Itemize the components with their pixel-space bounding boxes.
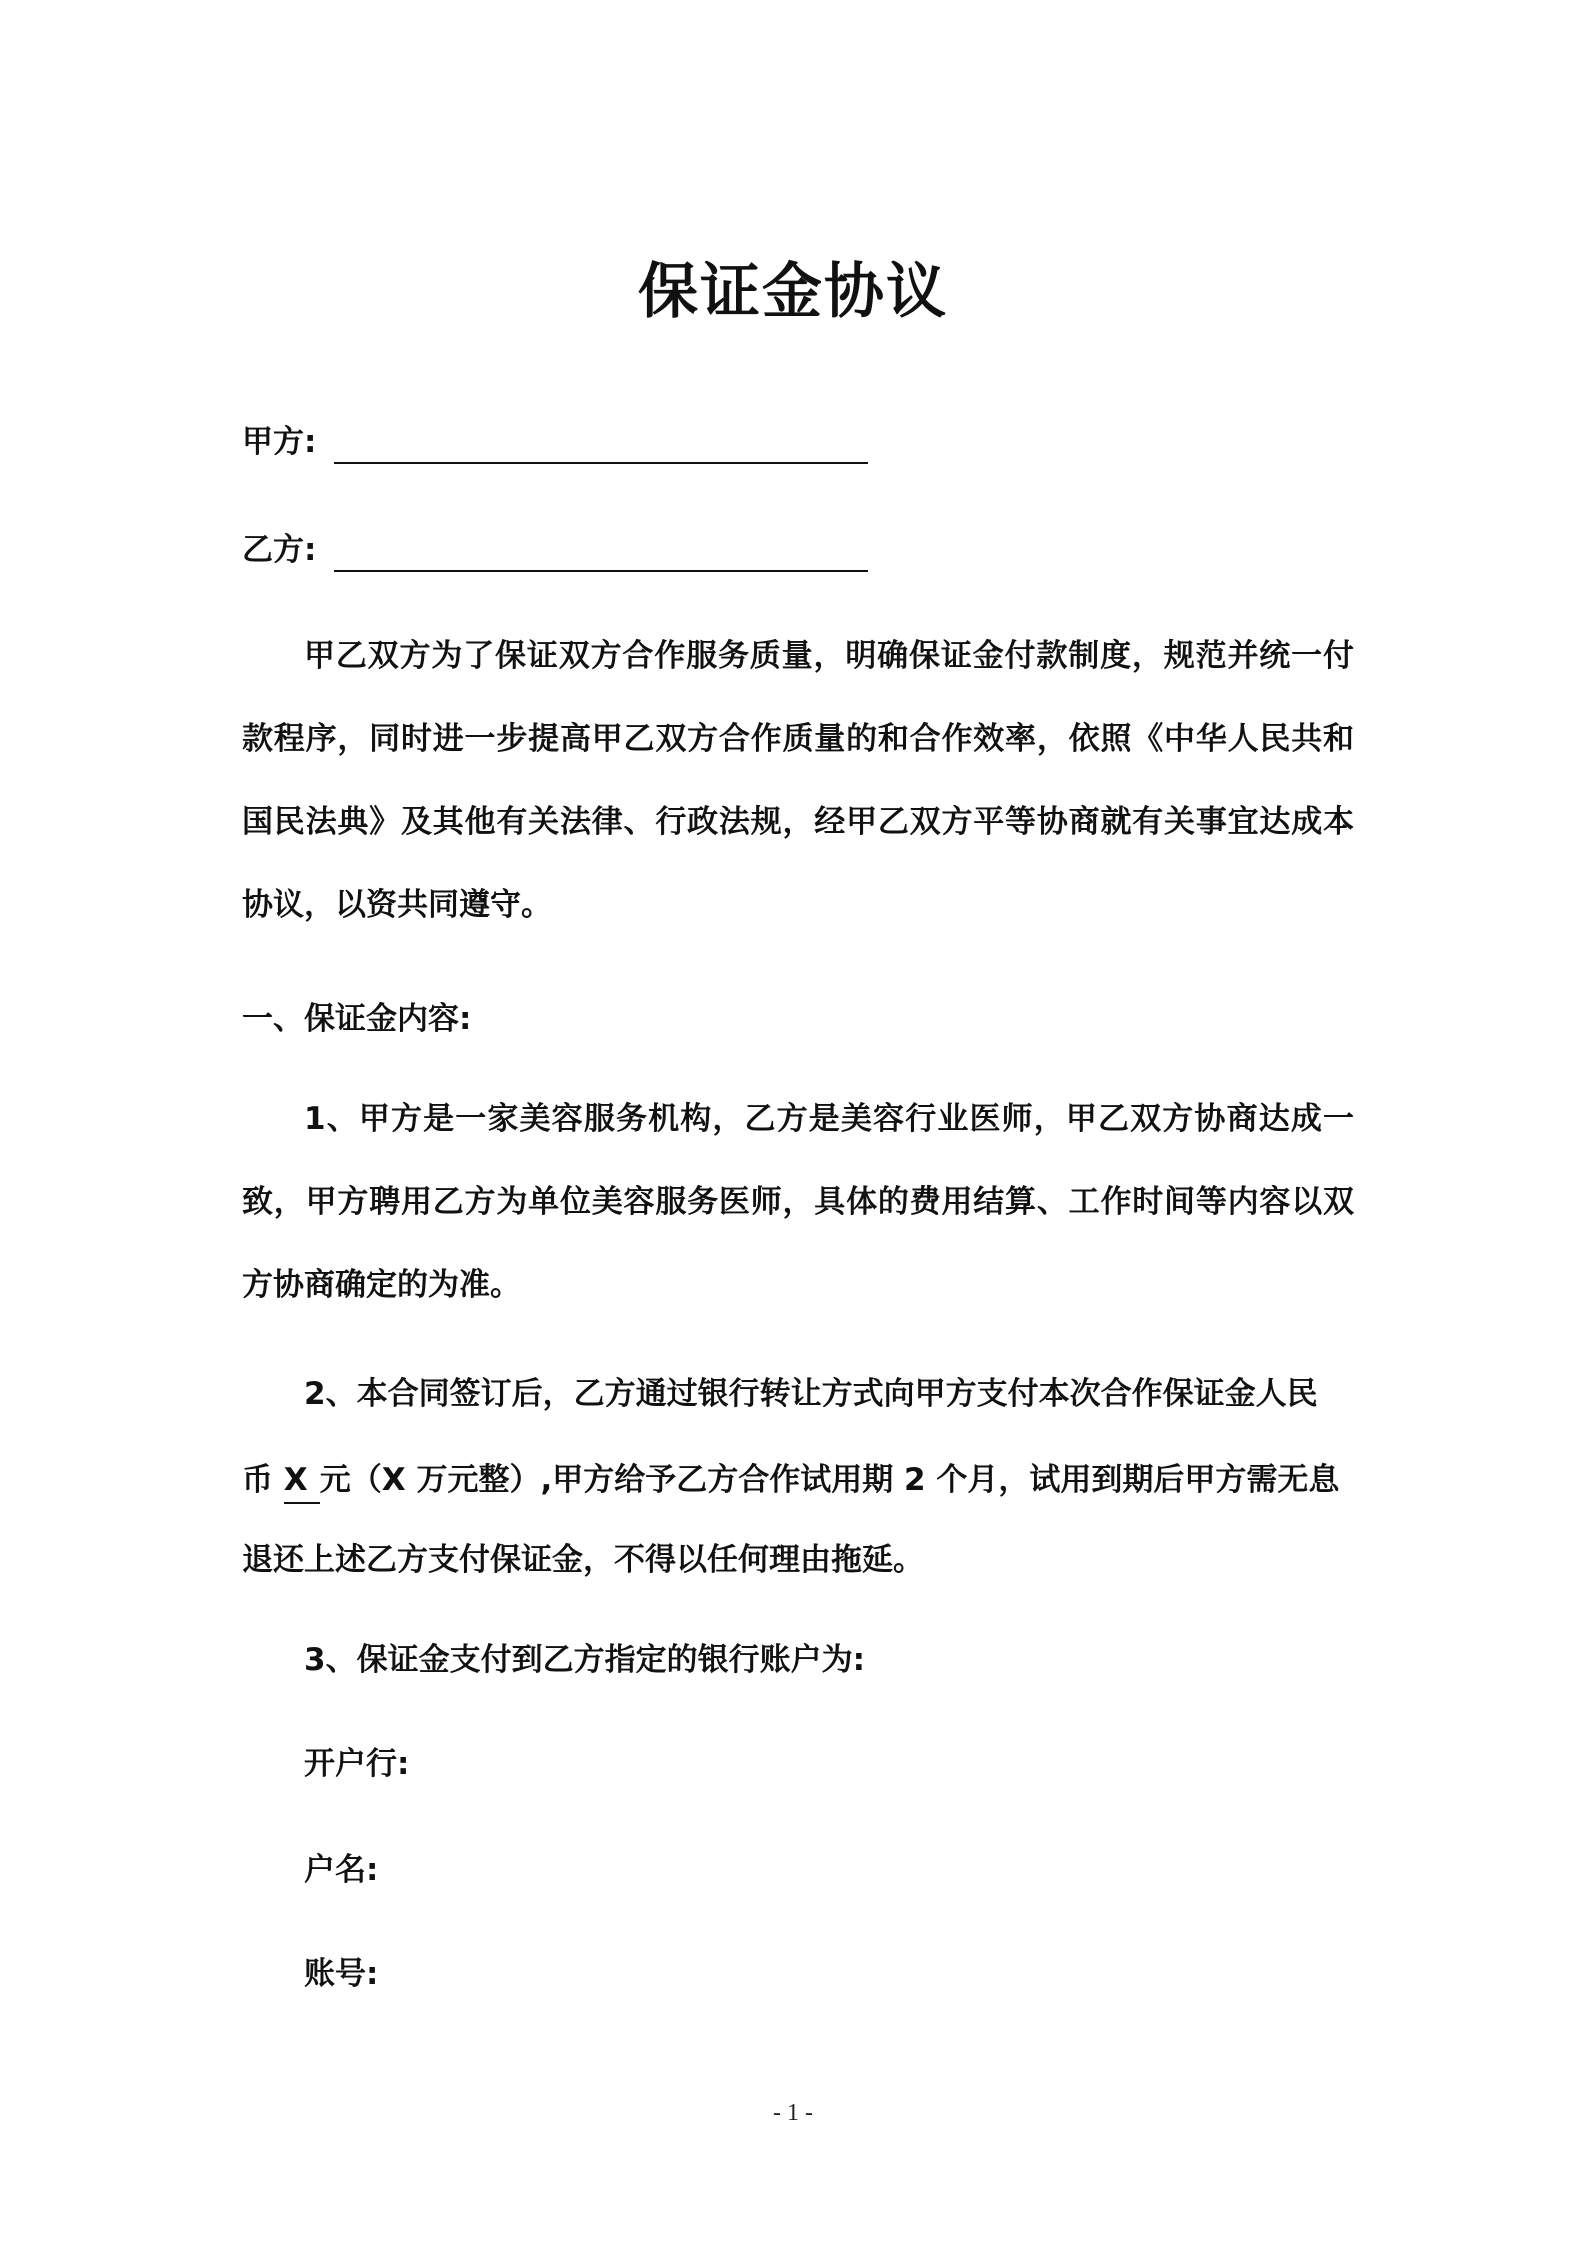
- party-b-field: [242, 528, 868, 572]
- clause-1-paragraph: 1、甲方是一家美容服务机构，乙方是美容行业医师，甲乙双方协商达成一致，甲方聘用乙方为单位美容服务医师，具体的费用结算、工作时间等内容以双方协商确定的为准。: [242, 1101, 1354, 1303]
- party-b-label: 乙方:: [242, 532, 317, 568]
- section-1-heading: 一、保证金内容:: [242, 1001, 472, 1037]
- document-title: 保证金协议: [638, 257, 948, 327]
- clause-2-prefix: 币: [242, 1462, 273, 1498]
- account-number-label: 账号:: [304, 1956, 379, 1992]
- clause-2-line-2: [242, 1458, 1354, 1504]
- party-a-field: [242, 420, 868, 464]
- account-name-label: 户名:: [304, 1852, 379, 1888]
- party-a-label: 甲方:: [242, 424, 317, 460]
- party-a-blank-line: [334, 424, 868, 464]
- page-number: - 1 -: [773, 2100, 813, 2126]
- clause-2-rest: 元（X 万元整）,甲方给予乙方合作试用期 2 个月，试用到期后甲方需无息: [319, 1462, 1340, 1498]
- clause-2-line-1: 2、本合同签订后，乙方通过银行转让方式向甲方支付本次合作保证金人民: [304, 1376, 1318, 1412]
- bank-label: 开户行:: [304, 1746, 410, 1782]
- party-b-blank-line: [334, 532, 868, 572]
- clause-2-line-3: 退还上述乙方支付保证金，不得以任何理由拖延。: [242, 1542, 924, 1578]
- deposit-amount-blank: X: [284, 1458, 320, 1504]
- clause-3-paragraph: 3、保证金支付到乙方指定的银行账户为:: [304, 1642, 865, 1678]
- intro-paragraph: 甲乙双方为了保证双方合作服务质量，明确保证金付款制度，规范并统一付款程序，同时进一步提高甲乙双方合作质量的和合作效率，依照《中华人民共和国民法典》及其他有关法律、行政法规，经甲乙双方平等协商就有关事宜达成本协议，以资共同遵守。: [242, 638, 1354, 923]
